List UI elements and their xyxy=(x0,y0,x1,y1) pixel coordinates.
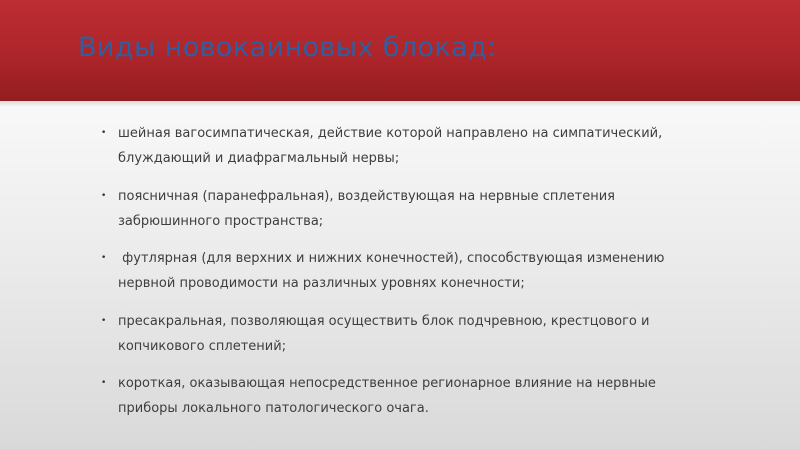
bullet-dot-icon: • xyxy=(101,190,107,201)
bullet-dot-icon: • xyxy=(101,128,107,138)
bullet-dot-icon: • xyxy=(101,315,107,326)
bullet-text: футлярная (для верхних и нижних конечностей), способствующая изменению нервной проводимости на различных уровнях конечности; xyxy=(118,251,669,291)
bullet-list xyxy=(101,121,711,434)
bullet-item xyxy=(101,184,711,234)
bullet-dot-icon: • xyxy=(101,378,107,388)
bullet-item xyxy=(101,371,711,421)
bullet-item xyxy=(101,246,711,296)
bullet-text: поясничная (паранефральная), воздействующая на нервные сплетения забрюшинного пространства; xyxy=(118,188,615,229)
title-bar xyxy=(0,0,800,101)
bullet-text: шейная вагосимпатическая, действие которой направлено на симпатический, блуждающий и диафрагмальный нервы; xyxy=(118,126,663,166)
bullet-item xyxy=(101,121,711,171)
slide-title: Виды новокаиновых блокад: xyxy=(78,32,497,63)
bullet-text: пресакральная, позволяющая осуществить блок подчревною, крестцового и копчикового сплетений; xyxy=(118,313,650,354)
bullet-text: короткая, оказывающая непосредственное регионарное влияние на нервные приборы локального патологического очага. xyxy=(118,376,656,416)
bullet-item xyxy=(101,309,711,359)
bullet-dot-icon: • xyxy=(101,253,107,263)
